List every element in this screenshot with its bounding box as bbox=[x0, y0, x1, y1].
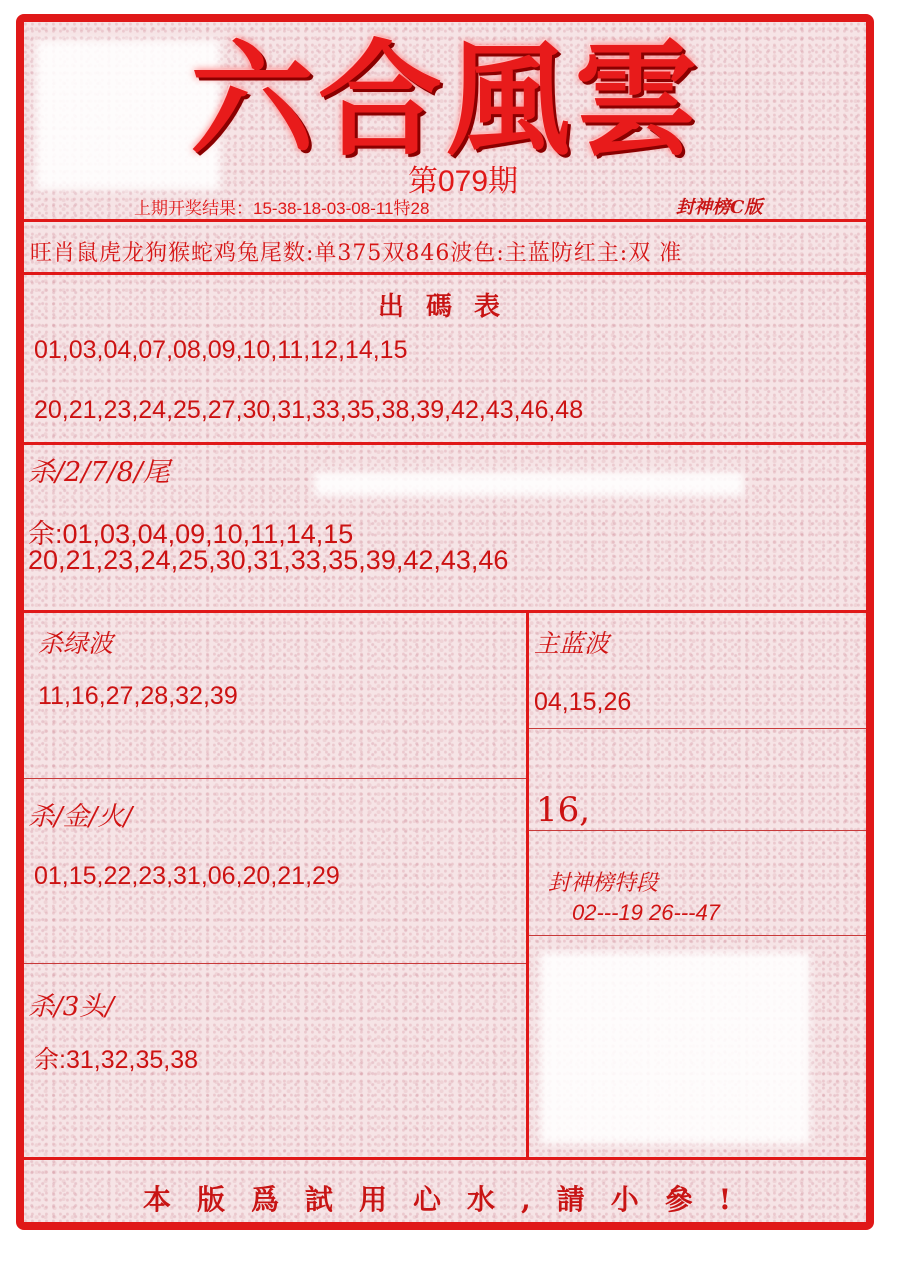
kill-heads-remain bbox=[34, 1040, 198, 1076]
kill-green-numbers: 11,16,27,28,32,39 bbox=[38, 682, 238, 710]
blurred-box bbox=[540, 952, 810, 1144]
code-table-row-1: 01,03,04,07,08,09,10,11,12,14,15 bbox=[34, 336, 408, 364]
divider-code-table bbox=[24, 442, 866, 445]
code-table-title: 出碼表 bbox=[377, 292, 522, 322]
single-pick: 16, bbox=[536, 790, 591, 830]
kill-green-label: 杀绿波 bbox=[38, 629, 114, 658]
kill-tails-label: 杀/2/7/8/尾 bbox=[28, 457, 170, 488]
divider-right-2 bbox=[529, 830, 866, 831]
kill-elements-label: 杀/金/火/ bbox=[28, 802, 133, 832]
kill-tails-remain-2: 20,21,23,24,25,30,31,33,35,39,42,43,46 bbox=[28, 545, 509, 575]
divider-right-3 bbox=[529, 935, 866, 936]
divider-info bbox=[24, 272, 866, 275]
last-draw-result: 上期开奖结果：15-38-18-03-08-11特28 bbox=[134, 199, 430, 218]
code-table-row-2: 20,21,23,24,25,27,30,31,33,35,38,39,42,43,46,48 bbox=[34, 396, 584, 424]
blurred-strip bbox=[314, 472, 744, 496]
remain-numbers: 01,03,04,09,10,11,14,15 bbox=[62, 519, 354, 549]
divider-vertical bbox=[526, 613, 529, 1157]
edition-label: 封神榜C版 bbox=[676, 197, 763, 218]
issue-number: 第079期 bbox=[408, 165, 519, 198]
divider-left-2 bbox=[24, 963, 526, 964]
remain-numbers: 31,32,35,38 bbox=[65, 1046, 199, 1074]
kill-heads-label: 杀/3头/ bbox=[28, 992, 115, 1022]
special-segment-label: 封神榜特段 bbox=[548, 871, 659, 896]
main-blue-label: 主蓝波 bbox=[534, 629, 610, 658]
kill-elements-numbers: 01,15,22,23,31,06,20,21,29 bbox=[34, 862, 340, 890]
masthead-title: 六合風雲 bbox=[190, 28, 703, 173]
main-blue-numbers: 04,15,26 bbox=[534, 688, 632, 716]
special-segment-value: 02---19 26---47 bbox=[572, 900, 720, 925]
divider-kill-tails bbox=[24, 610, 866, 613]
remain-prefix: 余: bbox=[28, 519, 63, 549]
divider-header bbox=[24, 219, 866, 222]
prediction-summary: 旺肖鼠虎龙狗猴蛇鸡兔尾数:单375双846波色:主蓝防红主:双 准 bbox=[30, 241, 683, 266]
divider-left-1 bbox=[24, 778, 526, 779]
divider-right-1 bbox=[529, 728, 866, 729]
footer-disclaimer: 本版爲試用心水,請小參! bbox=[142, 1183, 758, 1216]
remain-prefix: 余: bbox=[34, 1046, 66, 1074]
divider-footer bbox=[24, 1157, 866, 1160]
